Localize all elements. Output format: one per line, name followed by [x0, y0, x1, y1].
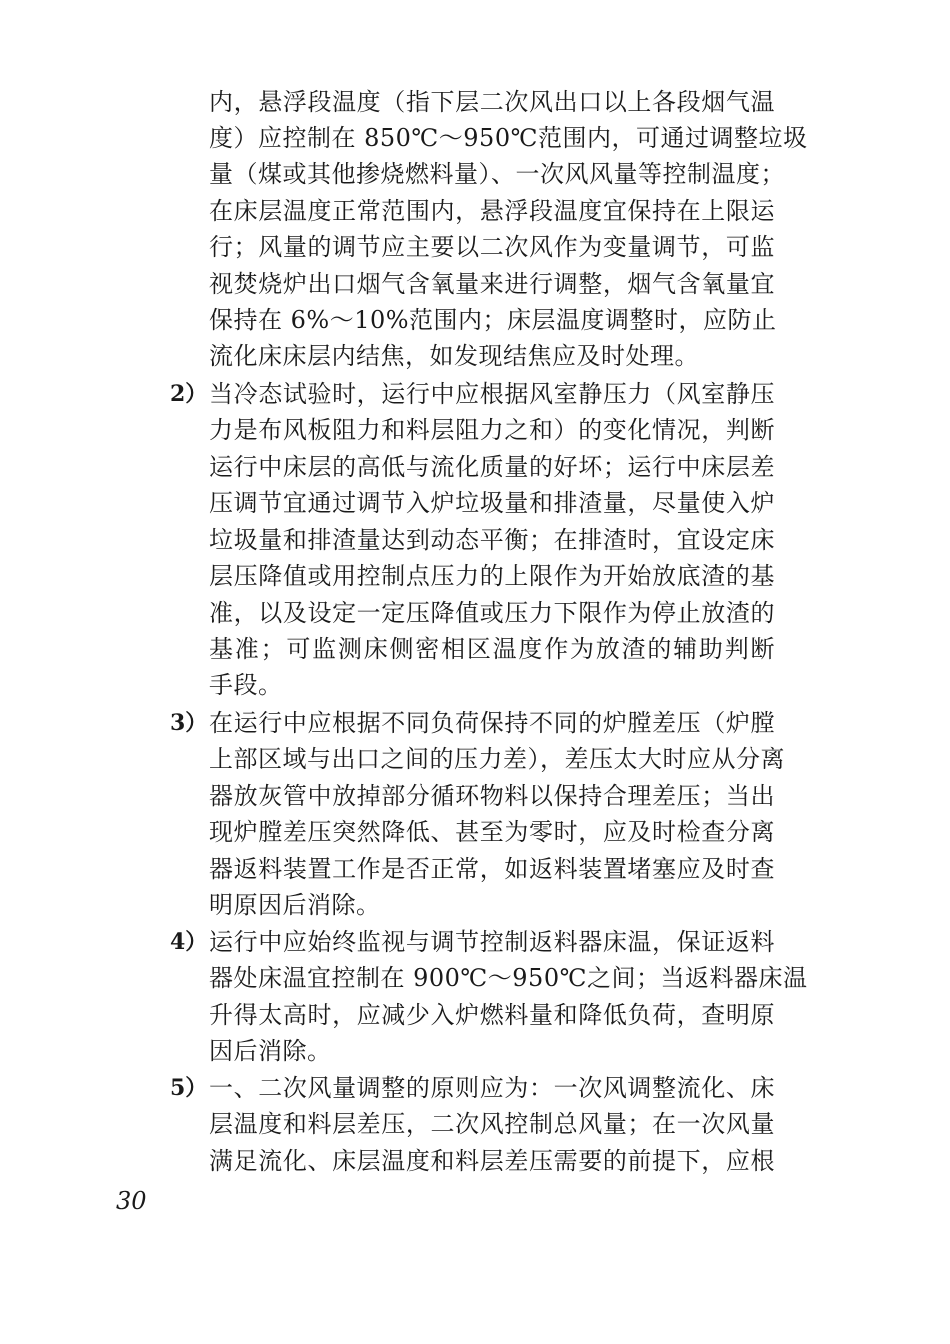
text-line: 保持在 6%～10%范围内；床层温度调整时，应防止 — [209, 306, 777, 334]
text-line: 因后消除。 — [209, 1037, 332, 1065]
text-line: 压调节宜通过调节入炉垃圾量和排渣量，尽量使入炉 — [209, 489, 775, 517]
item-number: 4） — [170, 929, 208, 955]
text-line: 升得太高时，应减少入炉燃料量和降低负荷，查明原 — [209, 1001, 775, 1029]
text-line: 层温度和料层差压，二次风控制总风量；在一次风量 — [209, 1110, 775, 1138]
text-line: 垃圾量和排渣量达到动态平衡；在排渣时，宜设定床 — [209, 526, 775, 554]
item-number: 2） — [170, 381, 208, 407]
text-line: 基准；可监测床侧密相区温度作为放渣的辅助判断 — [209, 635, 775, 663]
text-line: 器处床温宜控制在 900℃～950℃之间；当返料器床温 — [209, 964, 808, 992]
item-number: 3） — [170, 710, 208, 736]
text-line: 器放灰管中放掉部分循环物料以保持合理差压；当出 — [209, 782, 775, 810]
page-number: 30 — [116, 1187, 147, 1215]
text-line: 现炉膛差压突然降低、甚至为零时，应及时检查分离 — [209, 818, 775, 846]
text-line: 当冷态试验时，运行中应根据风室静压力（风室静压 — [209, 380, 775, 408]
text-line: 准，以及设定一定压降值或压力下限作为停止放渣的 — [209, 599, 775, 627]
text-line: 运行中床层的高低与流化质量的好坏；运行中床层差 — [209, 453, 775, 481]
text-line: 在运行中应根据不同负荷保持不同的炉膛差压（炉膛 — [209, 709, 775, 737]
text-line: 满足流化、床层温度和料层差压需要的前提下，应根 — [209, 1147, 775, 1175]
text-line: 上部区域与出口之间的压力差），差压太大时应从分离 — [209, 745, 785, 773]
text-line: 在床层温度正常范围内，悬浮段温度宜保持在上限运 — [209, 197, 775, 225]
text-line: 层压降值或用控制点压力的上限作为开始放底渣的基 — [209, 562, 775, 590]
text-line: 量（煤或其他掺烧燃料量）、一次风风量等控制温度； — [209, 160, 785, 188]
text-line: 一、二次风量调整的原则应为：一次风调整流化、床 — [209, 1074, 775, 1102]
text-line: 流化床床层内结焦，如发现结焦应及时处理。 — [209, 342, 699, 370]
text-line: 手段。 — [209, 671, 283, 699]
text-line: 内，悬浮段温度（指下层二次风出口以上各段烟气温 — [209, 88, 775, 116]
text-line: 行；风量的调节应主要以二次风作为变量调节，可监 — [209, 233, 775, 261]
text-line: 明原因后消除。 — [209, 891, 381, 919]
text-line: 器返料装置工作是否正常，如返料装置堵塞应及时查 — [209, 855, 775, 883]
text-line: 运行中应始终监视与调节控制返料器床温，保证返料 — [209, 928, 775, 956]
text-line: 力是布风板阻力和料层阻力之和）的变化情况，判断 — [209, 416, 775, 444]
text-line: 视焚烧炉出口烟气含氧量来进行调整，烟气含氧量宜 — [209, 270, 775, 298]
item-number: 5） — [170, 1075, 208, 1101]
text-line: 度）应控制在 850℃～950℃范围内，可通过调整垃圾 — [209, 124, 808, 152]
